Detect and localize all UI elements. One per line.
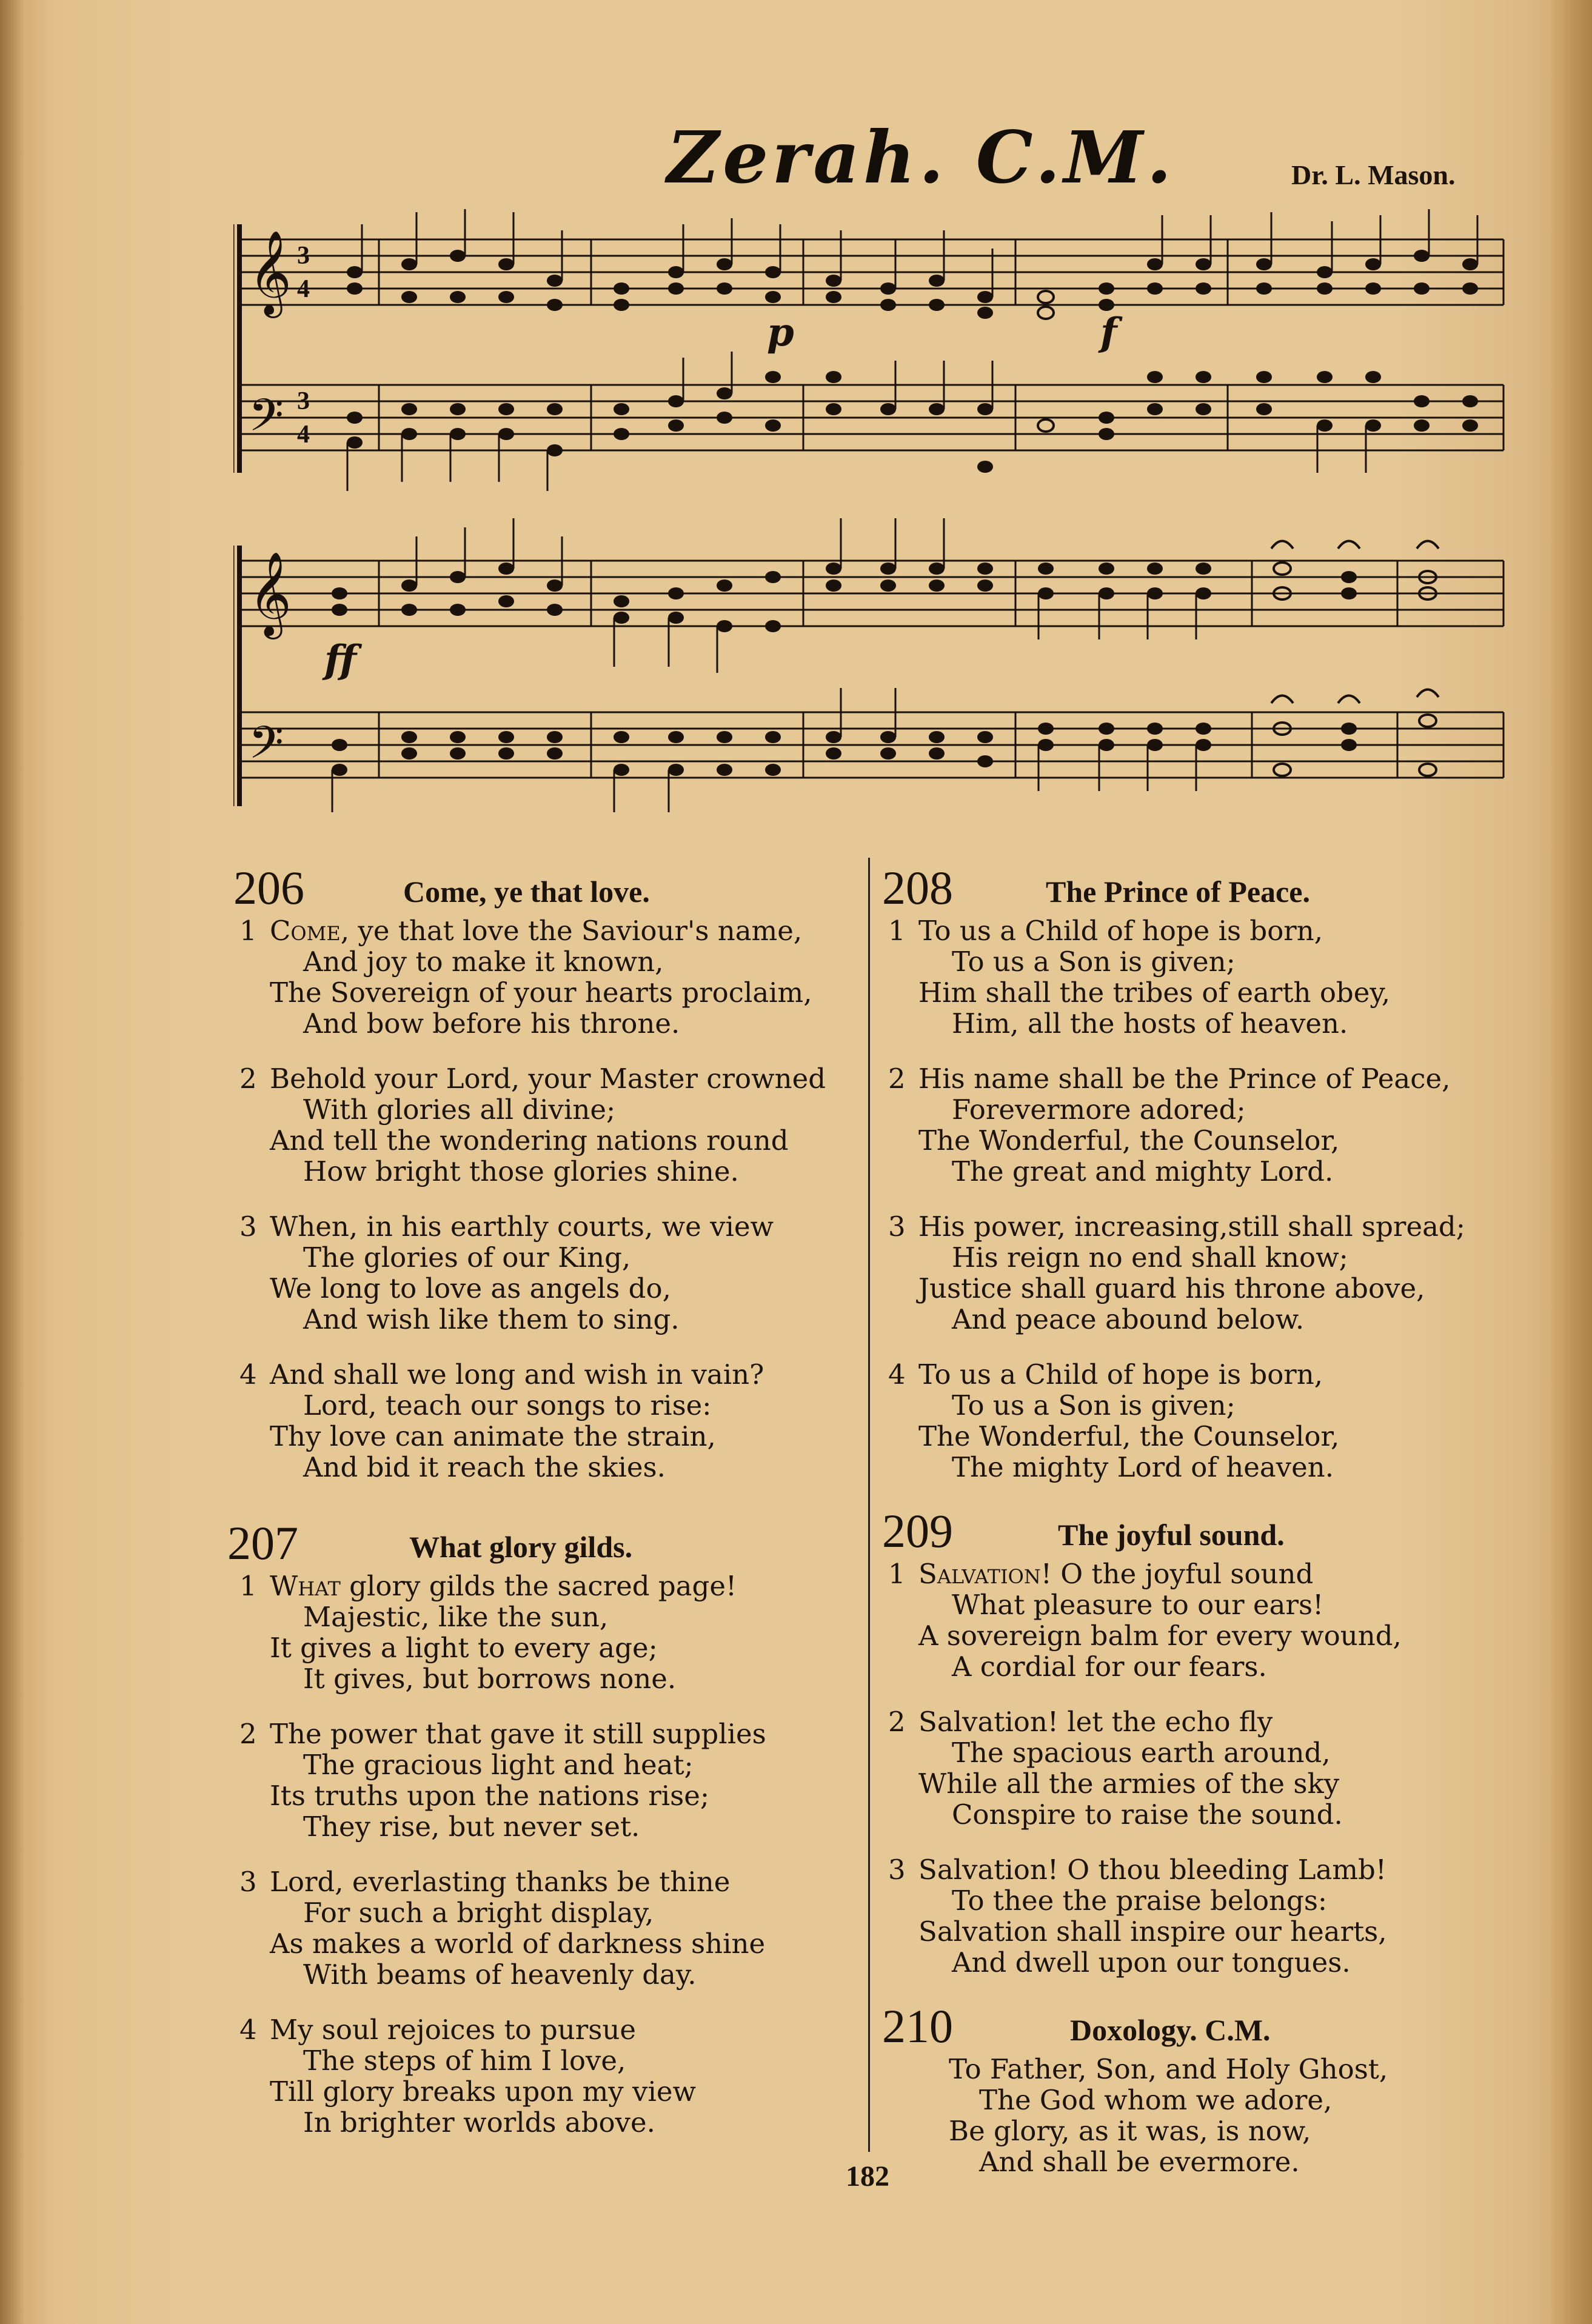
verse-line: Him, all the hosts of heaven. <box>952 1007 1348 1040</box>
verse-line: Lord, everlasting thanks be thine <box>270 1866 731 1898</box>
verse-line: And peace abound below. <box>952 1303 1305 1335</box>
svg-text:𝄢: 𝄢 <box>249 389 284 453</box>
verse-line: And bow before his throne. <box>303 1007 680 1040</box>
svg-text:4: 4 <box>297 421 310 449</box>
hymn-208 <box>882 861 1513 1483</box>
verse-first-word: Salvation! <box>918 1558 1052 1590</box>
verse-line: To us a Son is given; <box>952 1389 1236 1421</box>
page-number: 182 <box>846 2160 889 2192</box>
verse-line: Salvation! O thou bleeding Lamb! <box>918 1854 1386 1886</box>
verse-line: What glory gilds the sacred page! <box>270 1570 737 1602</box>
verse-line: In brighter worlds above. <box>303 2106 655 2139</box>
verse-line: And shall be evermore. <box>979 2146 1300 2178</box>
verse-line: They rise, but never set. <box>303 1811 640 1843</box>
verse-number: 1 <box>239 1570 257 1602</box>
left-column <box>227 861 864 2162</box>
hymn-210 <box>882 1999 1513 2177</box>
verse-number: 1 <box>888 915 906 947</box>
svg-text:f: f <box>1100 310 1117 355</box>
hymn-header <box>233 861 864 915</box>
verse-line: Forevermore adored; <box>952 1094 1246 1126</box>
page-spine-shadow <box>1550 0 1592 2324</box>
hymn-title: The Prince of Peace. <box>1046 875 1310 909</box>
verse-line: To us a Son is given; <box>952 946 1236 978</box>
verse-line: To Father, Son, and Holy Ghost, <box>949 2053 1388 2085</box>
svg-text:p: p <box>767 310 794 355</box>
right-column <box>882 861 1513 2202</box>
hymn-title: Doxology. C.M. <box>1070 2013 1271 2047</box>
verse <box>233 1211 864 1335</box>
verse-line: Behold your Lord, your Master crowned <box>270 1063 826 1095</box>
svg-text:ff: ff <box>324 637 356 683</box>
verse <box>882 2054 1513 2177</box>
verse-line: We long to love as angels do, <box>270 1272 671 1304</box>
verse-number: 1 <box>888 1558 906 1590</box>
svg-text:3: 3 <box>297 242 310 270</box>
verse <box>882 1211 1513 1335</box>
verse-line: Salvation! O the joyful sound <box>918 1558 1314 1590</box>
hymn-header <box>882 861 1513 915</box>
svg-text:4: 4 <box>297 275 310 303</box>
hymn-title: The joyful sound. <box>1058 1518 1285 1552</box>
verse-line: The mighty Lord of heaven. <box>952 1451 1334 1483</box>
verse-number: 3 <box>239 1210 257 1243</box>
verse-line: To us a Child of hope is born, <box>918 915 1323 947</box>
verse-line: The spacious earth around, <box>952 1737 1331 1769</box>
hymn-number: 206 <box>233 861 304 914</box>
hymn-209 <box>882 1504 1513 1978</box>
verse-line: A cordial for our fears. <box>952 1651 1267 1683</box>
verse-line: Till glory breaks upon my view <box>270 2075 696 2108</box>
verse-line: With beams of heavenly day. <box>303 1958 697 1991</box>
hymn-number: 207 <box>227 1517 298 1569</box>
verse-line: For such a bright display, <box>303 1897 654 1929</box>
verse <box>233 1866 864 1990</box>
verse-line: And tell the wondering nations round <box>270 1124 789 1157</box>
verse-line: Salvation! let the echo fly <box>918 1706 1273 1738</box>
verse-line: And wish like them to sing. <box>303 1303 680 1335</box>
verse-line: While all the armies of the sky <box>918 1768 1340 1800</box>
verse-line: Salvation shall inspire our hearts, <box>918 1915 1387 1948</box>
verse <box>233 1359 864 1483</box>
verse-line: His power, increasing,still shall spread; <box>918 1210 1465 1243</box>
verse-line: The Wonderful, the Counselor, <box>918 1420 1340 1452</box>
verse-line: The power that gave it still supplies <box>270 1718 766 1750</box>
verse-line: His name shall be the Prince of Peace, <box>918 1063 1451 1095</box>
hymn-header <box>882 1999 1513 2054</box>
verse <box>882 1706 1513 1830</box>
verse-line: Majestic, like the sun, <box>303 1601 609 1633</box>
verse-line: With glories all divine; <box>303 1094 616 1126</box>
verse-number: 4 <box>888 1358 906 1391</box>
verse-line: To thee the praise belongs: <box>952 1885 1328 1917</box>
hymn-title: What glory gilds. <box>409 1530 633 1564</box>
hymn-header <box>227 1516 864 1571</box>
verse-number: 3 <box>239 1866 257 1898</box>
column-divider <box>868 858 870 2152</box>
verse-line: Him shall the tribes of earth obey, <box>918 977 1391 1009</box>
verse-line: A sovereign balm for every wound, <box>918 1620 1402 1652</box>
hymn-number: 209 <box>882 1504 953 1557</box>
verse-line: The steps of him I love, <box>303 2045 626 2077</box>
verse-line: It gives a light to every age; <box>270 1632 658 1664</box>
verse-number: 2 <box>888 1063 906 1095</box>
verse-number: 2 <box>239 1718 257 1750</box>
hymn-207 <box>227 1516 864 2139</box>
hymn-number: 210 <box>882 2000 953 2052</box>
verse-line: The God whom we adore, <box>979 2084 1333 2116</box>
verse-number: 1 <box>239 915 257 947</box>
verse-line: When, in his earthly courts, we view <box>270 1210 774 1243</box>
verse-line: The great and mighty Lord. <box>952 1155 1334 1187</box>
verse-number: 2 <box>239 1063 257 1095</box>
verse-line: Justice shall guard his throne above, <box>918 1272 1425 1304</box>
verse-number: 3 <box>888 1854 906 1886</box>
hymn-206 <box>233 861 864 1483</box>
verse <box>233 1571 864 1694</box>
composer-credit: Dr. L. Mason. <box>1291 159 1456 190</box>
hymn-number: 208 <box>882 861 953 914</box>
verse-number: 3 <box>888 1210 906 1243</box>
verse-number: 4 <box>239 1358 257 1391</box>
verse-line: Conspire to raise the sound. <box>952 1798 1343 1831</box>
verse-line: And shall we long and wish in vain? <box>270 1358 764 1391</box>
verse-line: The Wonderful, the Counselor, <box>918 1124 1340 1157</box>
verse-line: As makes a world of darkness shine <box>270 1928 766 1960</box>
verse-number: 4 <box>239 2014 257 2046</box>
verse <box>882 915 1513 1039</box>
verse-line: The gracious light and heat; <box>303 1749 694 1781</box>
verse-line: What pleasure to our ears! <box>952 1589 1324 1621</box>
verse <box>233 1718 864 1842</box>
verse-line: My soul rejoices to pursue <box>270 2014 636 2046</box>
page-left-edge <box>0 0 24 2324</box>
verse <box>233 1063 864 1187</box>
verse-line: His reign no end shall know; <box>952 1241 1348 1274</box>
verse <box>233 2014 864 2138</box>
verse-line: Lord, teach our songs to rise: <box>303 1389 712 1421</box>
verse <box>882 1558 1513 1682</box>
verse <box>882 1063 1513 1187</box>
verse-number: 2 <box>888 1706 906 1738</box>
svg-text:𝄞: 𝄞 <box>249 230 292 315</box>
verse <box>233 915 864 1039</box>
verse-line: It gives, but borrows none. <box>303 1663 677 1695</box>
hymn-title: Come, ye that love. <box>403 875 650 909</box>
verse-line: And dwell upon our tongues. <box>952 1946 1351 1978</box>
tune-title: Zerah. C.M. <box>667 115 1176 199</box>
hymn-header <box>882 1504 1513 1558</box>
verse-line: Be glory, as it was, is now, <box>949 2115 1311 2147</box>
verse <box>882 1854 1513 1978</box>
verse-line: To us a Child of hope is born, <box>918 1358 1323 1391</box>
svg-text:𝄢: 𝄢 <box>249 716 284 780</box>
svg-text:3: 3 <box>297 387 310 415</box>
verse-line: Thy love can animate the strain, <box>270 1420 716 1452</box>
verse-line: And joy to make it known, <box>303 946 664 978</box>
svg-text:𝄞: 𝄞 <box>249 552 292 636</box>
verse-line: The Sovereign of your hearts proclaim, <box>270 977 812 1009</box>
verse <box>882 1359 1513 1483</box>
verse-line: How bright those glories shine. <box>303 1155 739 1187</box>
music-score <box>233 206 1507 812</box>
verse-line: Its truths upon the nations rise; <box>270 1780 710 1812</box>
verse-first-word: Come, <box>270 915 350 947</box>
verse-line: Come, ye that love the Saviour's name, <box>270 915 803 947</box>
verse-line: And bid it reach the skies. <box>303 1451 666 1483</box>
verse-line: The glories of our King, <box>303 1241 631 1274</box>
music-system-2 <box>233 518 1503 812</box>
music-system-1 <box>233 209 1503 491</box>
verse-first-word: What <box>270 1570 341 1602</box>
